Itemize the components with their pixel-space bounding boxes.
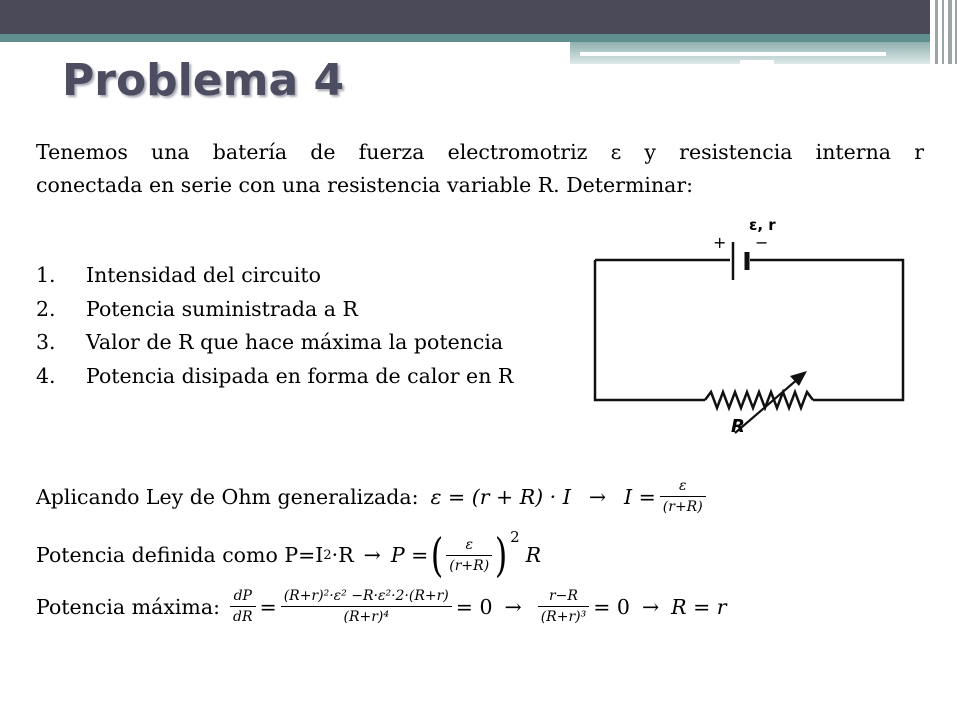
- arrow: →: [641, 594, 660, 619]
- power-equation-row: [36, 528, 542, 582]
- fraction-numerator: r−R: [548, 588, 578, 604]
- fraction-denominator: (r+R): [662, 499, 703, 515]
- list-number: 1.: [36, 263, 56, 287]
- ohm-equation: ε = (r + R) · I: [430, 484, 571, 509]
- header-vline: [955, 0, 957, 64]
- list-text: Intensidad del circuito: [86, 263, 321, 287]
- derivative-fraction: [230, 588, 256, 625]
- arrow: →: [363, 543, 381, 567]
- fraction-bar: [660, 496, 706, 497]
- battery-label: ε, r: [749, 216, 776, 234]
- list-item: [36, 326, 513, 360]
- list-text: Valor de R que hace máxima la potencia: [86, 330, 504, 354]
- list-text: Potencia suministrada a R: [86, 296, 358, 321]
- power-exponent: 2: [510, 528, 520, 546]
- problem-statement: [36, 136, 924, 202]
- max-power-row: [36, 588, 727, 625]
- header-bar-stripe: [580, 52, 886, 56]
- header-vline: [942, 0, 944, 64]
- list-number: 2.: [36, 296, 56, 321]
- problem-line: conectada en serie con una resistencia variable R. Determinar:: [36, 173, 694, 197]
- question-list: [36, 259, 513, 393]
- list-number: 3.: [36, 330, 56, 354]
- power-fraction: [446, 537, 492, 574]
- power-label: Potencia definida como P=I: [36, 543, 324, 567]
- equals-zero: = 0: [455, 594, 493, 619]
- fraction-numerator: ε: [465, 536, 473, 553]
- minus-sign: −: [755, 233, 769, 252]
- slide-title: Problema 4: [62, 55, 345, 106]
- fraction-denominator: (R+r)⁴: [343, 609, 389, 625]
- power-label-exponent: 2: [323, 547, 332, 563]
- result: R = r: [671, 594, 727, 619]
- simplified-fraction: [538, 588, 590, 625]
- ohm-label: Aplicando Ley de Ohm generalizada:: [36, 484, 419, 509]
- fraction-numerator: (R+r)²·ε² −R·ε²·2·(R+r): [283, 588, 449, 604]
- wire: [750, 260, 903, 400]
- fraction-denominator: dR: [233, 609, 253, 625]
- current-lhs: I =: [624, 484, 656, 509]
- power-tail: R: [525, 543, 542, 567]
- fraction-numerator: dP: [233, 588, 252, 604]
- header-bar-dark: [0, 0, 930, 34]
- header-vline: [935, 0, 938, 64]
- derivative-expression: [281, 588, 452, 625]
- circuit-diagram: [585, 208, 915, 448]
- list-item: [36, 360, 513, 394]
- equals-sign: =: [259, 594, 277, 619]
- list-text: Potencia disipada en forma de calor en R: [86, 363, 514, 388]
- arrow: →: [504, 594, 522, 619]
- fraction-bar: [281, 606, 452, 607]
- fraction-numerator: ε: [678, 478, 687, 494]
- equals-zero: = 0: [593, 594, 630, 619]
- wire: [595, 260, 705, 400]
- resistor-zigzag: [705, 392, 813, 408]
- list-item: [36, 293, 513, 327]
- header-vline: [948, 0, 952, 64]
- max-label: Potencia máxima:: [36, 594, 220, 619]
- plus-sign: +: [713, 233, 727, 252]
- ohm-equation-row: [36, 478, 710, 515]
- left-paren: (: [431, 528, 444, 582]
- fraction-bar: [230, 606, 256, 607]
- arrow: →: [588, 484, 606, 509]
- fraction-denominator: (R+r)³: [540, 609, 587, 625]
- resistor-label: R: [731, 416, 745, 437]
- header-bar-stripe-small: [740, 60, 774, 64]
- right-paren: ): [494, 528, 508, 582]
- power-lhs: P =: [390, 543, 429, 567]
- current-fraction: [660, 478, 706, 515]
- problem-line: Tenemos una batería de fuerza electromotriz ε y resistencia interna r: [36, 140, 924, 164]
- list-item: [36, 259, 513, 293]
- fraction-bar: [446, 555, 492, 556]
- header-bar-teal: [0, 34, 930, 42]
- power-label-tail: ·R: [331, 543, 354, 567]
- fraction-denominator: (r+R): [449, 557, 490, 574]
- circuit-wires: [595, 260, 903, 400]
- fraction-bar: [538, 606, 590, 607]
- list-number: 4.: [36, 363, 56, 388]
